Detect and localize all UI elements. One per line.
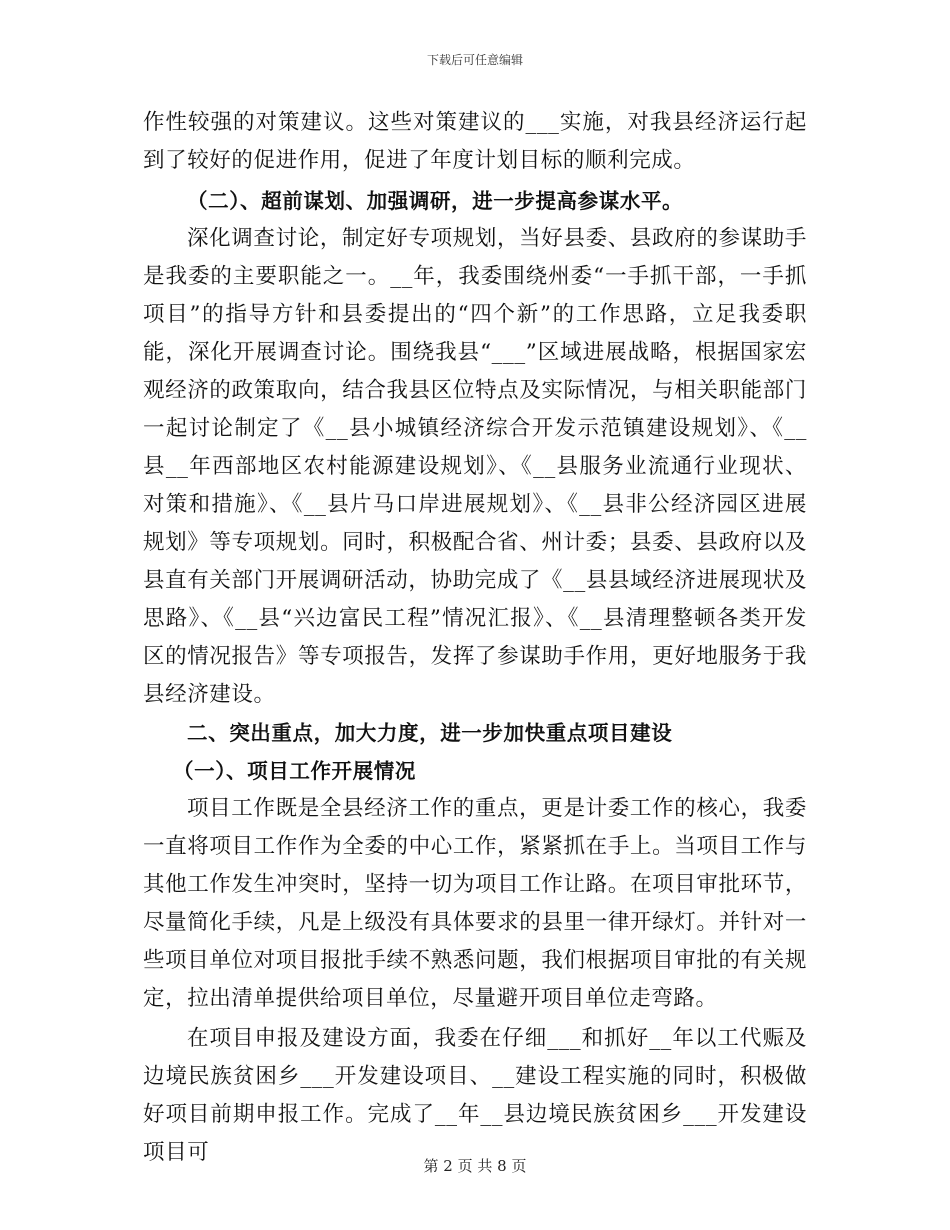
- chapter-heading-2: 二、突出重点，加大力度，进一步加快重点项目建设: [187, 721, 673, 745]
- paragraph-project-declare: 在项目申报及建设方面，我委在仔细___和抓好__年以工代赈及边境民族贫困乡___开发建设项目、__建设工程实施的同时，积极做好项目前期申报工作。完成了__年__县边境民族贫困乡___开发建设项目可: [143, 1026, 807, 1165]
- paragraph-research: 深化调查讨论，制定好专项规划，当好县委、县政府的参谋助手是我委的主要职能之一。__年，我委围绕州委“一手抓干部，一手抓项目”的指导方针和县委提出的“四个新”的工作思路，立足我委职能，深化开展调查讨论。围绕我县“___”区域进展战略，根据国家宏观经济的政策取向，结合我县区位特点及实际情况，与相关职能部门一起讨论制定了《__县小城镇经济综合开发示范镇建设规划》、《__县__年西部地区农村能源建设规划》、《__县服务业流通行业现状、对策和措施》、《__县片马口岸进展规划》、《__县非公经济园区进展规划》等专项规划。同时，积极配合省、州计委；县委、县政府以及县直有关部门开展调研活动，协助完成了《__县县域经济进展现状及思路》、《__县“兴边富民工程”情况汇报》、《__县清理整顿各类开发区的情况报告》等专项报告，发挥了参谋助手作用，更好地服务于我县经济建设。: [143, 226, 807, 707]
- section-heading-1: （一）、项目工作开展情况: [173, 759, 416, 783]
- page-header-note: 下载后可任意编辑: [426, 53, 523, 67]
- paragraph-continuation: 作性较强的对策建议。这些对策建议的___实施，对我县经济运行起到了较好的促进作用，促进了年度计划目标的顺利完成。: [143, 110, 807, 173]
- section-heading-2: （二）、超前谋划、加强调研，进一步提高参谋水平。: [187, 189, 684, 213]
- document-body: [143, 104, 807, 1172]
- page-number: 第 2 页 共 8 页: [423, 1157, 527, 1175]
- paragraph-project-work: 项目工作既是全县经济工作的重点，更是计委工作的核心，我委一直将项目工作作为全委的中心工作，紧紧抓在手上。当项目工作与其他工作发生冲突时，坚持一切为项目工作让路。在项目审批环节，尽量简化手续，凡是上级没有具体要求的县里一律开绿灯。并针对一些项目单位对项目报批手续不熟悉问题，我们根据项目审批的有关规定，拉出清单提供给项目单位，尽量避开项目单位走弯路。: [143, 796, 807, 1011]
